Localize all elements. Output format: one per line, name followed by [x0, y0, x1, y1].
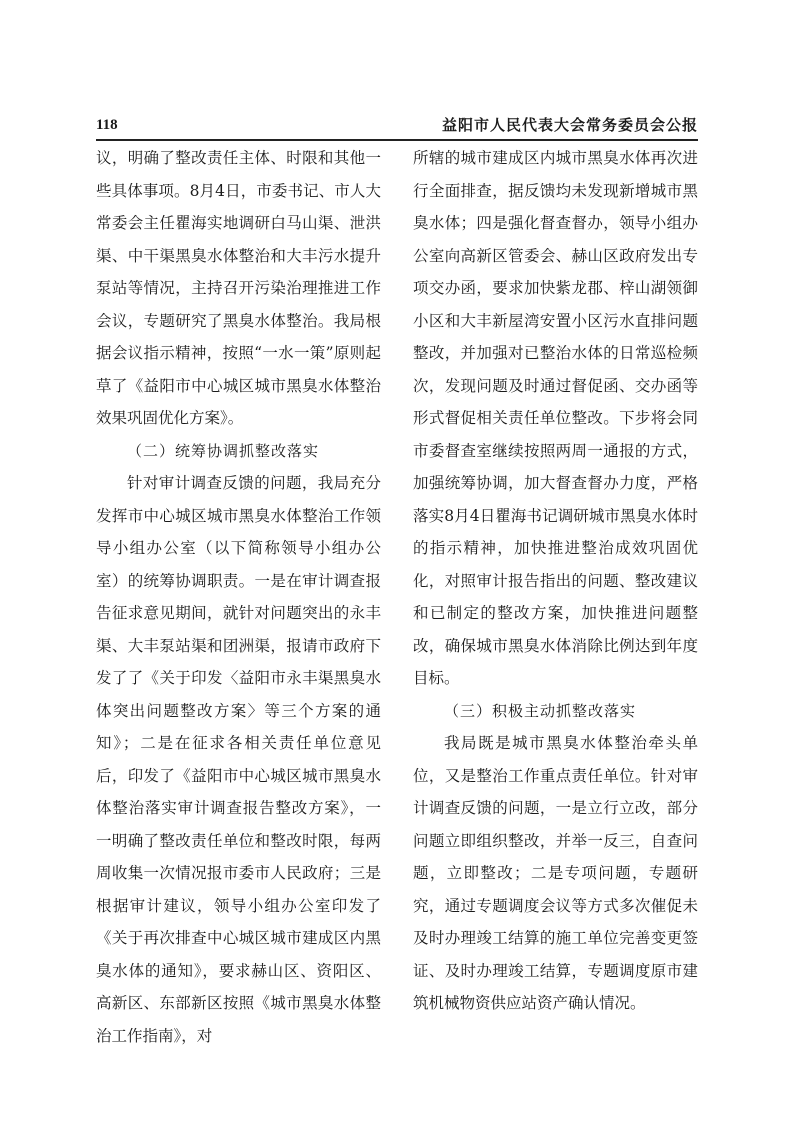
section-heading-2: （二）统筹协调抓整改落实 — [127, 441, 320, 460]
paragraph: 针对审计调查反馈的问题，我局充分发挥市中心城区城市黑臭水体整治工作领导小组办公室（以下简称领导小组办公室）的统筹协调职责。一是在审计调查报告征求意见期间，就针对问题突出的永丰渠、大丰泵站渠和团洲渠，报请市政府下发了了《关于印发〈益阳市永丰渠黑臭水体突出问题整改方案〉等三个方案的通知》；二是在征求各相关责任单位意见后，印发了《益阳市中心城区城市黑臭水体整治落实审计调查报告整改方案》，一一明确了整改责任单位和整改时限，每两周收集一次情况报市委市人民政府；三是根据审计建议，领导小组办公室印发了《关于再次排查中心城区城市建成区内黑臭水体的通知》，要求赫山区、资阳区、高新区、东部新区按照《城市黑臭水体整治工作指南》，对 — [96, 474, 381, 1045]
page-number: 118 — [96, 117, 118, 133]
journal-title: 益阳市人民代表大会常务委员会公报 — [441, 116, 698, 134]
paragraph-continued: 所辖的城市建成区内城市黑臭水体再次进行全面排查，据反馈均未发现新增城市黑臭水体；四是强化督查督办，领导小组办公室向高新区管委会、赫山区政府发出专项交办函，要求加快紫龙郡、梓山湖领御小区和大丰新屋湾安置小区污水直排问题整改，并加强对已整治水体的日常巡检频次，发现问题及时通过督促函、交办函等形式督促相关责任单位整改。下步将会同市委督查室继续按照两周一通报的方式，加强统筹协调，加大督查督办力度，严格落实8月4日瞿海书记调研城市黑臭水体时的指示精神，加快推进整治成效巩固优化，对照审计报告指出的问题、整改建议和已制定的整改方案，加快推进问题整改，确保城市黑臭水体消除比例达到年度目标。 — [413, 149, 698, 687]
right-column — [413, 142, 698, 1020]
page-header — [96, 115, 698, 137]
paragraph-continued: 议，明确了整改责任主体、时限和其他一些具体事项。8月4日，市委书记、市人大常委会主任瞿海实地调研白马山渠、泄洪渠、中干渠黑臭水体整治和大丰污水提升泵站等情况，主持召开污染治理推进工作会议，专题研究了黑臭水体整治。我局根据会议指示精神，按照“一水一策”原则起草了《益阳市中心城区城市黑臭水体整治效果巩固优化方案》。 — [96, 149, 381, 427]
paragraph: 我局既是城市黑臭水体整治牵头单位，又是整治工作重点责任单位。针对审计调查反馈的问题，一是立行立改，部分问题立即组织整改，并举一反三，自查问题，立即整改；二是专项问题，专题研究，通过专题调度会议等方式多次催促未及时办理竣工结算的施工单位完善变更签证、及时办理竣工结算，专题调度原市建筑机械物资供应站资产确认情况。 — [413, 734, 698, 1012]
left-column — [96, 142, 381, 1052]
section-heading-3: （三）积极主动抓整改落实 — [444, 701, 637, 720]
header-rule — [96, 139, 698, 141]
